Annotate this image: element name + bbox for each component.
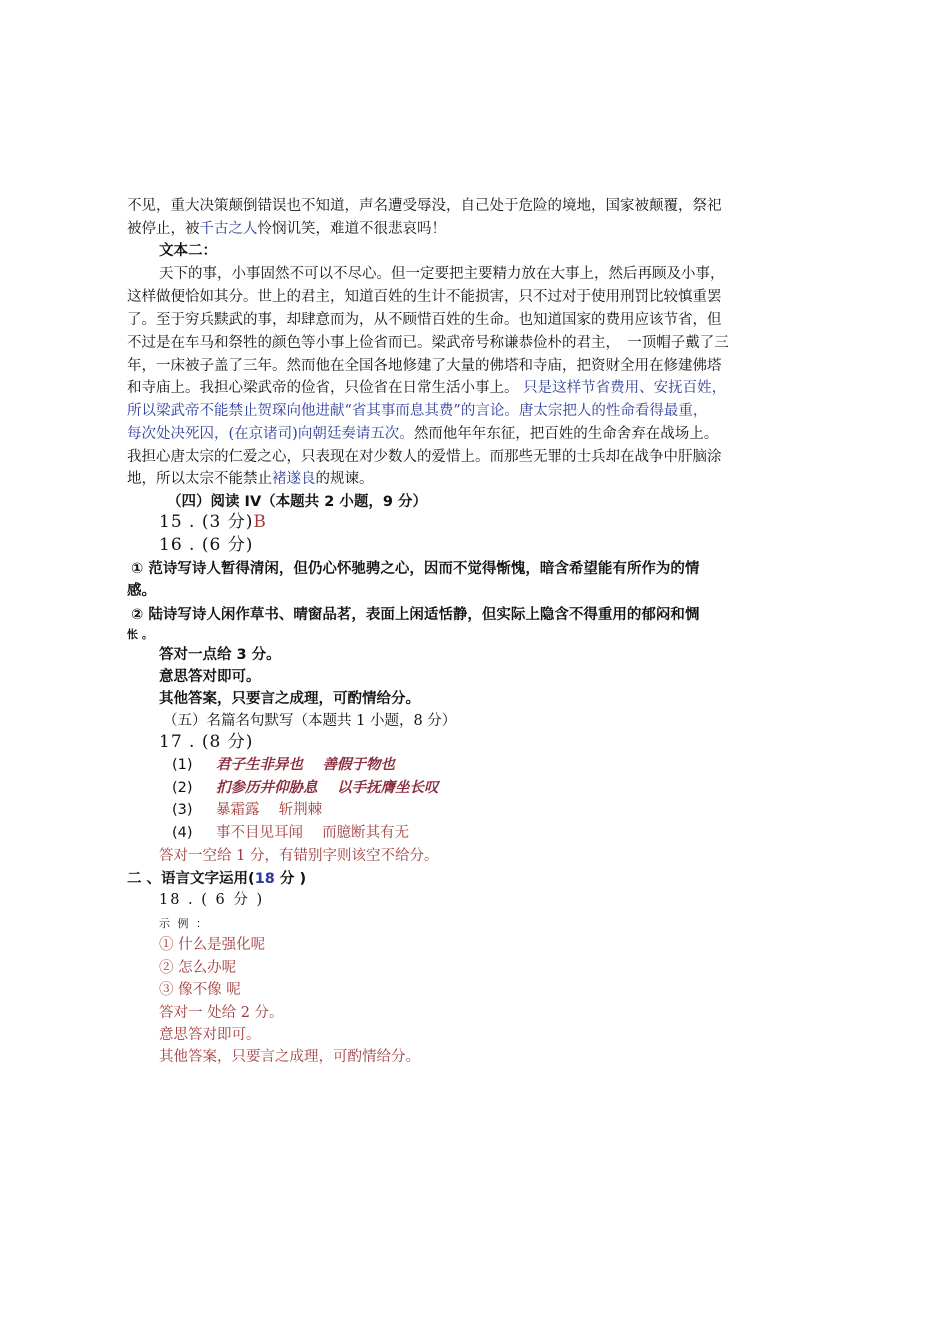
recitation-answer: (1) 君子生非异也 善假于物也 <box>172 756 396 773</box>
scoring-note: 意思答对即可。 <box>159 1027 261 1043</box>
text2-line: 和寺庙上。我担心梁武帝的俭省，只俭省在日常生活小事上。 只是这样节省费用、安抚百姓， <box>127 380 727 396</box>
text2-line: 我担心唐太宗的仁爱之心，只表现在对少数人的爱惜上。而那些无罪的士兵却在战争中肝脑涂 <box>127 449 722 465</box>
scoring-note: 答对一点给 3 分。 <box>159 647 281 663</box>
scoring-note: 其他答案，只要言之成理，可酌情给分。 <box>159 691 420 707</box>
text2-line: 这样做便恰如其分。世上的君主，知道百姓的生计不能损害，只不过对于使用刑罚比较慎重罢 <box>127 289 722 305</box>
section4-heading: （四）阅读 IV（本题共 2 小题，9 分） <box>167 494 427 510</box>
section5-heading: （五）名篇名句默写（本题共 1 小题，8 分） <box>163 713 457 729</box>
text2-line: 年，一床被子盖了三年。然而他在全国各地修建了大量的佛塔和寺庙，把资财全用在修建佛塔 <box>127 358 722 374</box>
text2-line: 天下的事，小事固然不可以不尽心。但一定要把主要精力放在大事上，然后再顾及小事， <box>159 266 725 282</box>
question-17: 17 . (8 分) <box>159 732 254 752</box>
example-answer: ① 什么是强化呢 <box>159 937 266 953</box>
question-16: 16 . (6 分) <box>159 535 254 555</box>
answer-16-1: 感。 <box>127 583 156 599</box>
answer-16-2: ② 陆诗写诗人闲作草书、晴窗品茗，表面上闲适恬静，但实际上隐含不得重用的郁闷和惆 <box>131 607 700 623</box>
text1-line: 被停止，被千古之人怜悯讥笑，难道不很悲哀吗！ <box>127 221 446 237</box>
section-2-heading: 二 、语言文字运用(18 分 ) <box>127 871 307 887</box>
text2-line: 了。至于穷兵黩武的事，却肆意而为，从不顾惜百姓的生命。也知道国家的费用应该节省，但 <box>127 312 722 328</box>
question-15: 15 . (3 分)B <box>159 512 267 532</box>
scoring-note: 答对一 处给 2 分。 <box>159 1005 284 1021</box>
example-label: 示 例 ： <box>159 917 209 930</box>
recitation-answer: (4) 事不目见耳闻 而臆断其有无 <box>172 825 410 841</box>
text2-line: 每次处决死囚，(在京诸司)向朝廷奏请五次。然而他年年东征，把百姓的生命舍弃在战场上。 <box>127 426 719 442</box>
answer-16-2: 怅 。 <box>127 628 153 641</box>
scoring-note: 其他答案，只要言之成理，可酌情给分。 <box>159 1049 420 1065</box>
text2-line: 不过是在车马和祭牲的颜色等小事上俭省而已。梁武帝号称谦恭俭朴的君主， 一顶帽子戴了三 <box>127 335 729 351</box>
text1-line: 不见，重大决策颠倒错误也不知道，声名遭受辱没，自己处于危险的境地，国家被颠覆，祭祀 <box>127 198 722 214</box>
recitation-answer: (3) 暴霜露 斩荆棘 <box>172 802 323 818</box>
text2-line: 所以梁武帝不能禁止贺琛向他进献“省其事而息其费”的言论。唐太宗把人的性命看得最重， <box>127 403 708 419</box>
example-answer: ③ 像不像 呢 <box>159 982 241 998</box>
question-18: 18 . ( 6 分 ) <box>159 892 265 908</box>
scoring-note: 答对一空给 1 分，有错别字则该空不给分。 <box>159 848 439 864</box>
text2-line: 地，所以太宗不能禁止褚遂良的规谏。 <box>127 471 374 487</box>
answer-16-1: ① 范诗写诗人暂得清闲，但仍心怀驰骋之心，因而不觉得惭愧，暗含希望能有所作为的情 <box>131 561 700 577</box>
recitation-answer: (2) 扪参历井仰胁息 以手抚膺坐长叹 <box>172 779 439 796</box>
scoring-note: 意思答对即可。 <box>159 669 261 685</box>
text2-heading: 文本二： <box>159 243 217 259</box>
example-answer: ② 怎么办呢 <box>159 960 237 976</box>
